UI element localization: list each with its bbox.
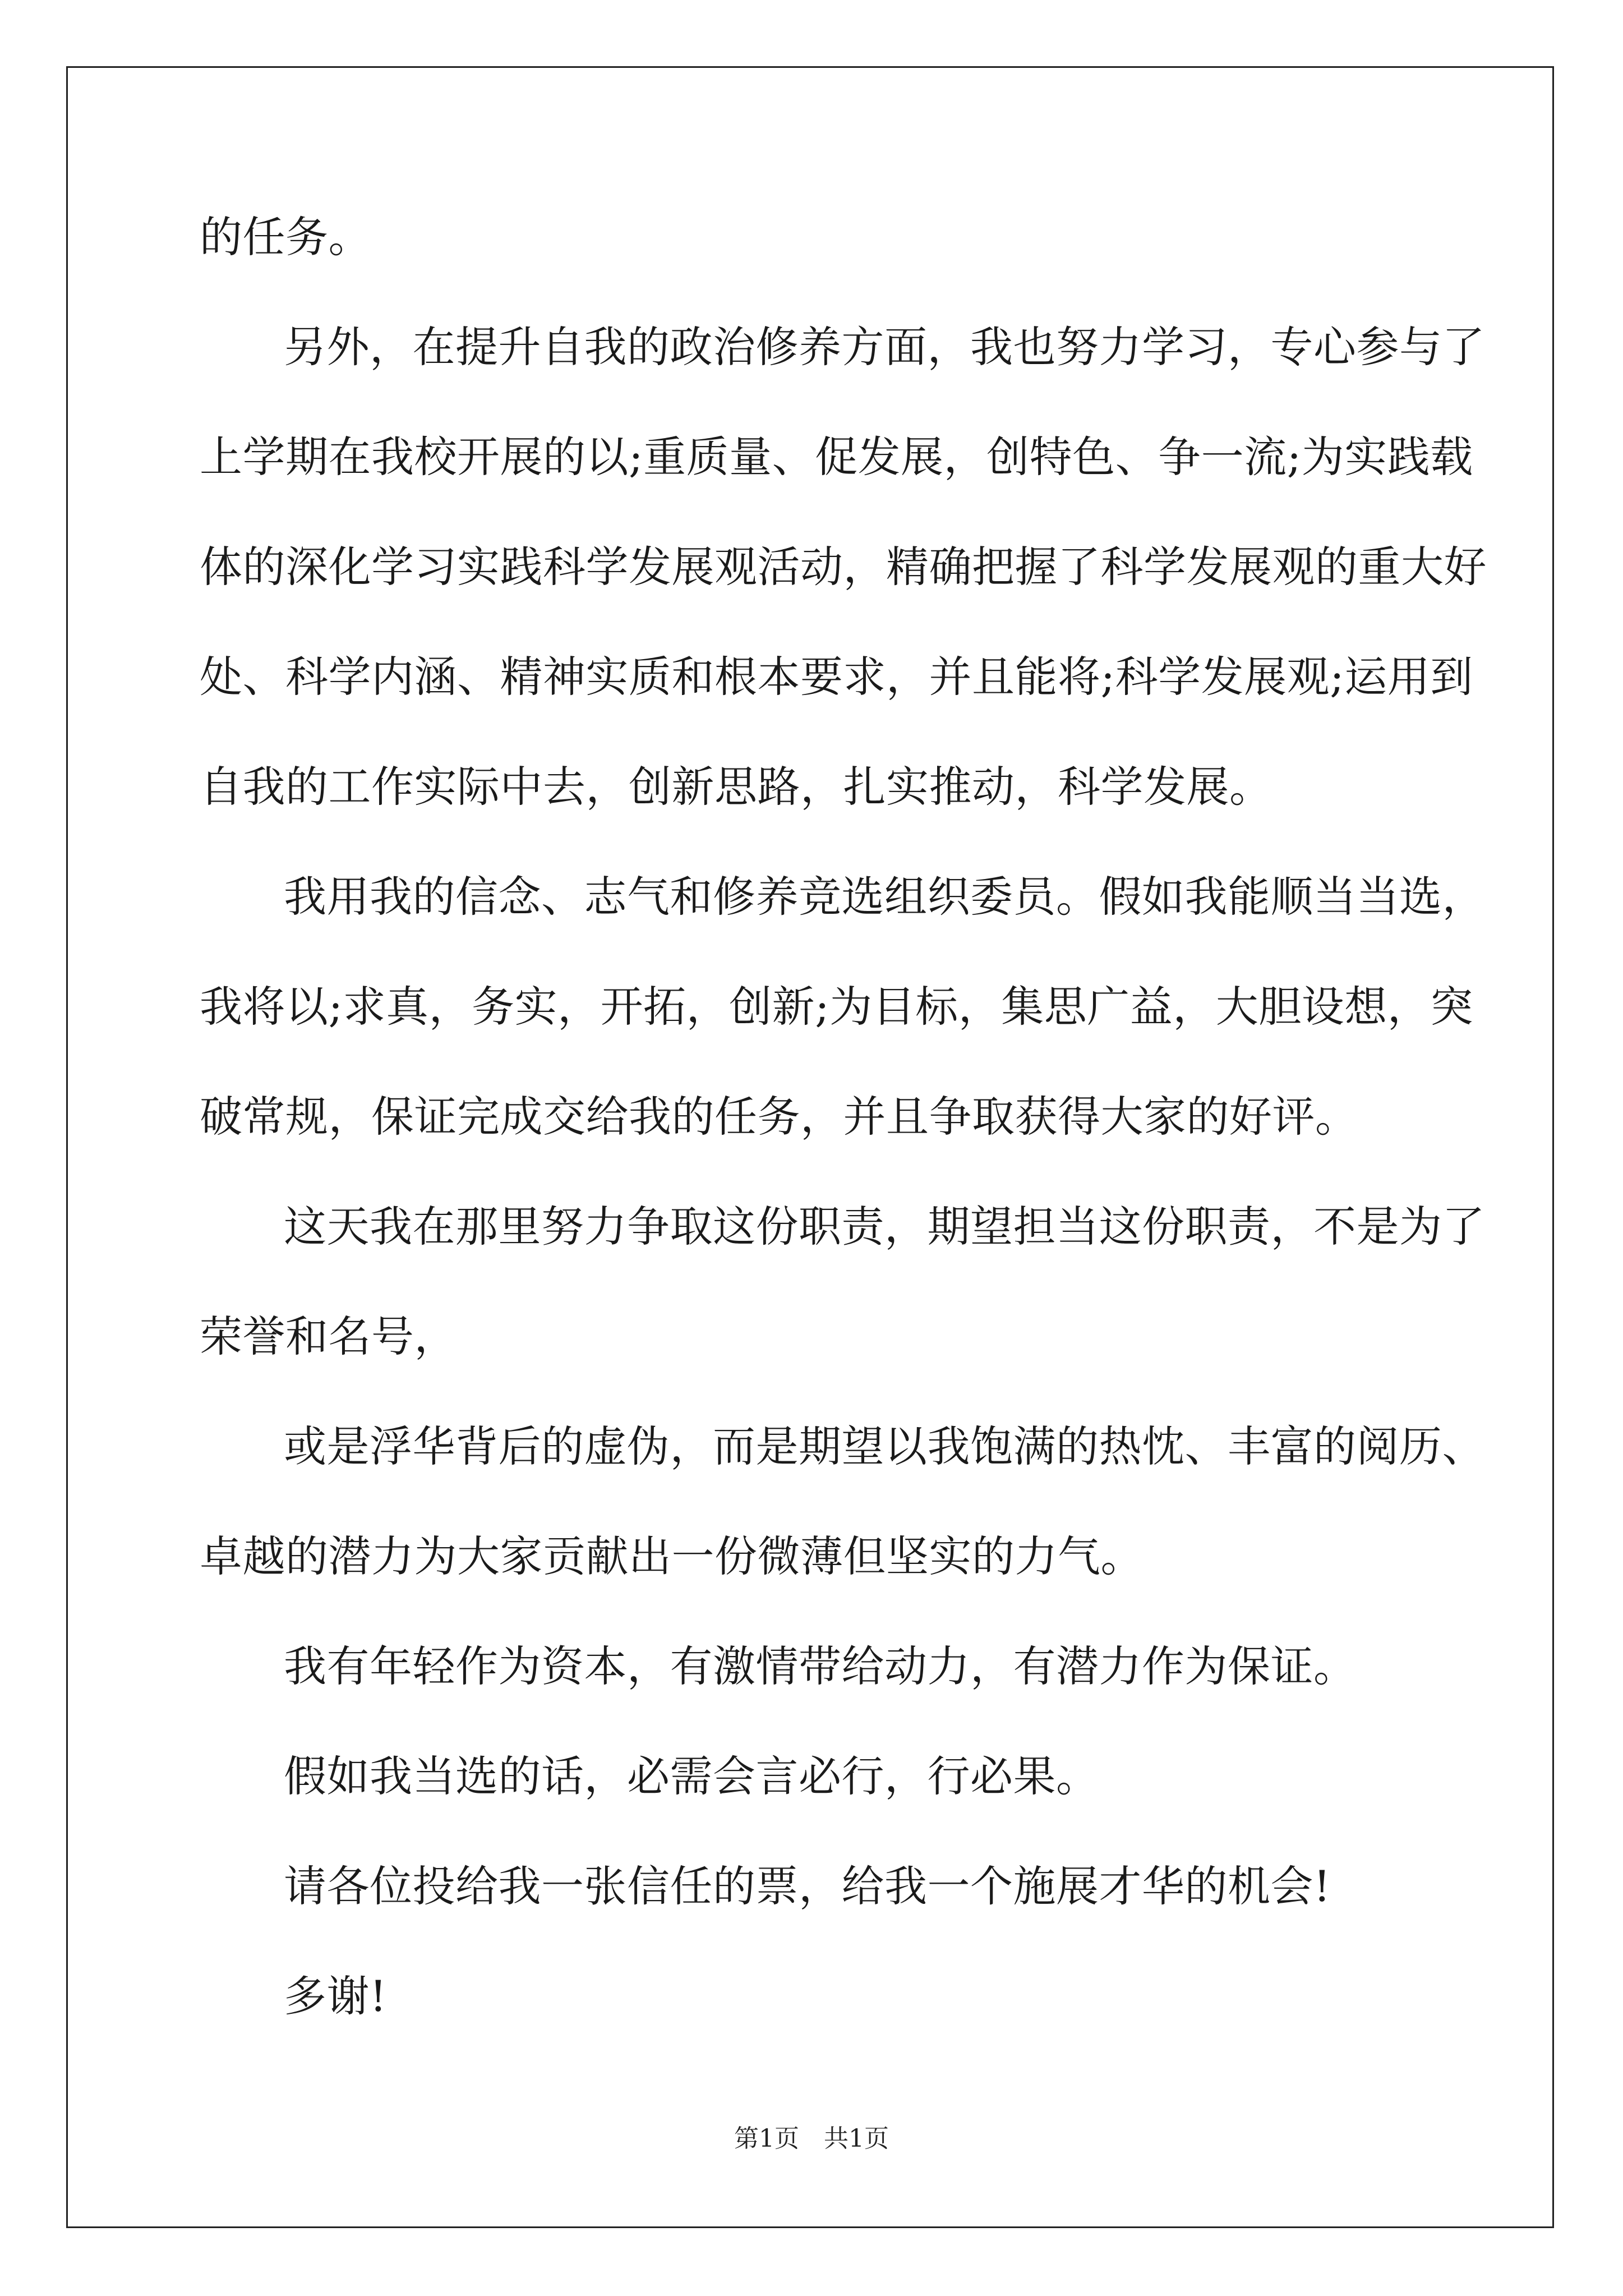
document-body bbox=[200, 202, 1487, 2071]
text-line: 的任务。 bbox=[200, 212, 371, 262]
text-line: 假如我当选的话，必需会言必行，行必果。 bbox=[284, 1751, 1099, 1801]
text-line: 破常规，保证完成交给我的任务，并且争取获得大家的好评。 bbox=[200, 1092, 1358, 1142]
text-line: 荣誉和名号， bbox=[200, 1312, 457, 1361]
text-line: 体的深化学习实践科学发展观活动，精确把握了科学发展观的重大好 bbox=[200, 542, 1487, 592]
text-line: 请各位投给我一张信任的票，给我一个施展才华的机会! bbox=[284, 1861, 1331, 1911]
text-line: 自我的工作实际中去，创新思路，扎实推动，科学发展。 bbox=[200, 762, 1272, 812]
page-number: 第1页 共1页 bbox=[734, 2124, 889, 2153]
text-line: 卓越的潜力为大家贡献出一份微薄但坚实的力气。 bbox=[200, 1531, 1144, 1581]
text-line: 我将以;求真，务实，开拓，创新;为目标，集思广益，大胆设想，突 bbox=[200, 982, 1473, 1032]
text-line: 处、科学内涵、精神实质和根本要求，并且能将;科学发展观;运用到 bbox=[200, 652, 1473, 702]
text-line: 另外，在提升自我的政治修养方面，我也努力学习，专心参与了 bbox=[284, 322, 1485, 372]
text-line: 这天我在那里努力争取这份职责，期望担当这份职责，不是为了 bbox=[284, 1202, 1485, 1251]
text-line: 上学期在我校开展的以;重质量、促发展，创特色、争一流;为实践载 bbox=[200, 432, 1473, 482]
text-line: 我用我的信念、志气和修养竞选组织委员。假如我能顺当当选， bbox=[284, 872, 1485, 922]
text-line: 我有年轻作为资本，有激情带给动力，有潜力作为保证。 bbox=[284, 1641, 1357, 1691]
text-line: 多谢! bbox=[284, 1971, 388, 2021]
text-line: 或是浮华背后的虚伪，而是期望以我饱满的热忱、丰富的阅历、 bbox=[284, 1421, 1485, 1471]
